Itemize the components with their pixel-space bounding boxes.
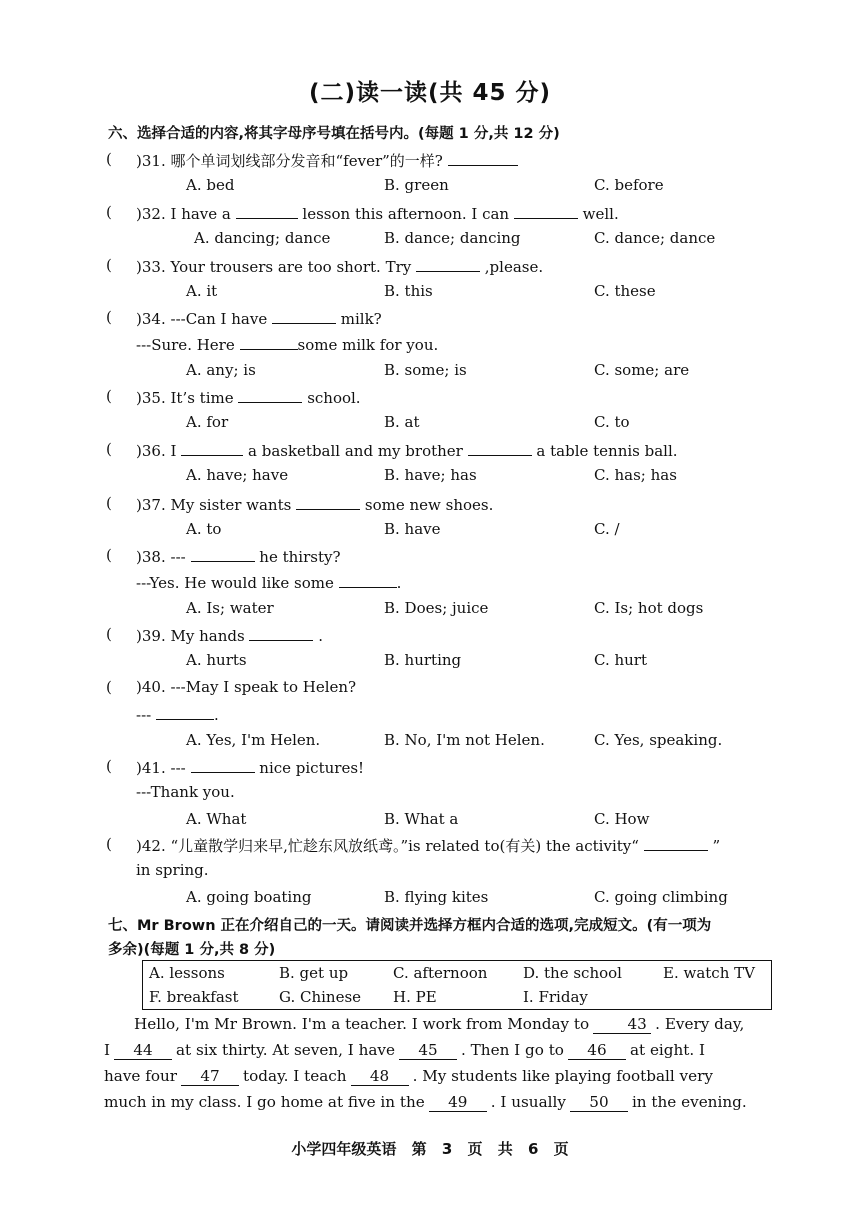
option-a[interactable]: A. to xyxy=(186,520,222,538)
passage-text: I xyxy=(104,1041,110,1059)
section7-heading-line2: 多余)(每题 1 分,共 8 分) xyxy=(108,942,276,958)
passage-text: Hello, I'm Mr Brown. I'm a teacher. I work from Monday to xyxy=(134,1015,590,1033)
answer-bracket[interactable]: ( xyxy=(106,256,112,274)
option-c[interactable]: C. these xyxy=(594,282,656,300)
option-c[interactable]: C. Yes, speaking. xyxy=(594,731,723,749)
passage-line-4 xyxy=(104,1093,788,1112)
option-a[interactable]: A. hurts xyxy=(186,651,247,669)
question-text: --- xyxy=(136,706,152,724)
passage-text: much in my class. I go home at five in the xyxy=(104,1093,425,1111)
question-line-2 xyxy=(136,704,219,724)
option-c[interactable]: C. going climbing xyxy=(594,888,728,906)
question-stem xyxy=(136,678,356,696)
passage-line-3 xyxy=(104,1067,788,1086)
answer-bracket[interactable]: ( xyxy=(106,440,112,458)
question-text: I have a xyxy=(170,205,231,223)
option-c[interactable]: C. to xyxy=(594,413,630,431)
question-number: )41. xyxy=(136,759,166,777)
question-text: ---May I speak to Helen? xyxy=(170,678,357,696)
answer-bracket[interactable]: ( xyxy=(106,308,112,326)
option-c[interactable]: C. has; has xyxy=(594,466,677,484)
option-a[interactable]: A. bed xyxy=(186,176,235,194)
option-b[interactable]: B. No, I'm not Helen. xyxy=(384,731,545,749)
answer-blank[interactable] xyxy=(191,546,255,562)
question-stem xyxy=(136,387,361,407)
option-a[interactable]: A. Yes, I'm Helen. xyxy=(186,731,321,749)
option-a[interactable]: A. for xyxy=(186,413,229,431)
question-text: My sister wants xyxy=(170,496,292,514)
passage-line-1 xyxy=(104,1015,788,1034)
answer-blank[interactable] xyxy=(448,150,518,166)
question-number: )37. xyxy=(136,496,166,514)
option-b[interactable]: B. have; has xyxy=(384,466,477,484)
option-c[interactable]: C. / xyxy=(594,520,620,538)
word-bank-item: E. watch TV xyxy=(663,964,755,982)
word-bank-item: B. get up xyxy=(279,964,349,982)
question-text: It’s time xyxy=(170,389,234,407)
answer-blank[interactable] xyxy=(240,334,298,350)
passage-text: . Every day, xyxy=(655,1015,745,1033)
option-b[interactable]: B. Does; juice xyxy=(384,599,489,617)
question-text: in spring. xyxy=(136,861,209,879)
question-stem xyxy=(136,757,364,777)
option-a[interactable]: A. it xyxy=(186,282,218,300)
question-line-2 xyxy=(136,572,401,592)
word-bank-item: H. PE xyxy=(393,988,437,1006)
question-text: Your trousers are too short. Try xyxy=(170,258,412,276)
question-number: )35. xyxy=(136,389,166,407)
answer-blank[interactable] xyxy=(514,203,578,219)
option-c[interactable]: C. before xyxy=(594,176,664,194)
blank-50[interactable]: 50 xyxy=(570,1093,628,1112)
answer-blank[interactable] xyxy=(236,203,298,219)
option-b[interactable]: B. this xyxy=(384,282,433,300)
answer-blank[interactable] xyxy=(272,308,336,324)
passage-text: in the evening. xyxy=(631,1093,747,1111)
answer-blank[interactable] xyxy=(181,440,243,456)
question-number: )42. xyxy=(136,837,166,855)
question-stem xyxy=(136,494,493,514)
question-text: ---Can I have xyxy=(170,310,268,328)
answer-blank[interactable] xyxy=(644,835,708,851)
question-text: nice pictures! xyxy=(259,759,365,777)
question-stem xyxy=(136,546,341,566)
question-text: ” xyxy=(712,837,721,855)
question-stem xyxy=(136,150,518,171)
passage-text: today. I teach xyxy=(243,1067,347,1085)
question-text: school. xyxy=(307,389,361,407)
question-text: some milk for you. xyxy=(297,336,439,354)
blank-46[interactable]: 46 xyxy=(568,1041,626,1060)
passage-line-2 xyxy=(104,1041,788,1060)
passage-text: have four xyxy=(104,1067,178,1085)
blank-49[interactable]: 49 xyxy=(429,1093,487,1112)
question-text: well. xyxy=(582,205,619,223)
question-stem xyxy=(136,256,543,276)
answer-bracket[interactable]: ( xyxy=(106,835,112,853)
answer-blank[interactable] xyxy=(468,440,532,456)
answer-blank[interactable] xyxy=(191,757,255,773)
blank-47[interactable]: 47 xyxy=(181,1067,239,1086)
question-number: )33. xyxy=(136,258,166,276)
option-a[interactable]: A. Is; water xyxy=(186,599,274,617)
answer-blank[interactable] xyxy=(416,256,480,272)
question-text: . xyxy=(214,706,219,724)
option-c[interactable]: C. How xyxy=(594,810,650,828)
answer-blank[interactable] xyxy=(339,572,397,588)
question-text: . xyxy=(396,574,402,592)
option-a[interactable]: A. What xyxy=(186,810,247,828)
word-bank-item: I. Friday xyxy=(523,988,588,1006)
option-c[interactable]: C. hurt xyxy=(594,651,647,669)
answer-blank[interactable] xyxy=(249,625,313,641)
question-text: --- xyxy=(170,759,186,777)
question-line-2 xyxy=(136,334,438,354)
section6-heading: 六、选择合适的内容,将其字母序号填在括号内。(每题 1 分,共 12 分) xyxy=(108,126,560,142)
answer-bracket[interactable]: ( xyxy=(106,625,112,643)
question-number: )32. xyxy=(136,205,166,223)
question-text: --- xyxy=(170,548,186,566)
option-a[interactable]: A. any; is xyxy=(186,361,256,379)
question-line-2 xyxy=(136,783,235,801)
blank-48[interactable]: 48 xyxy=(351,1067,409,1086)
option-c[interactable]: C. Is; hot dogs xyxy=(594,599,704,617)
option-a[interactable]: A. going boating xyxy=(186,888,312,906)
question-stem xyxy=(136,203,619,223)
question-number: )40. xyxy=(136,678,166,696)
answer-bracket[interactable]: ( xyxy=(106,150,112,168)
answer-bracket[interactable]: ( xyxy=(106,678,112,696)
answer-blank[interactable] xyxy=(296,494,360,510)
question-text: My hands xyxy=(170,627,245,645)
answer-bracket[interactable]: ( xyxy=(106,546,112,564)
option-b[interactable]: B. What a xyxy=(384,810,459,828)
question-number: )31. xyxy=(136,152,166,170)
answer-bracket[interactable]: ( xyxy=(106,387,112,405)
question-stem xyxy=(136,308,382,328)
answer-bracket[interactable]: ( xyxy=(106,757,112,775)
word-bank-item: D. the school xyxy=(523,964,622,982)
option-a[interactable]: A. have; have xyxy=(186,466,289,484)
option-b[interactable]: B. flying kites xyxy=(384,888,489,906)
question-text: ---Sure. Here xyxy=(136,336,235,354)
word-bank-box xyxy=(142,960,772,1010)
question-text: 哪个单词划线部分发音和“fever”的一样? xyxy=(170,152,443,170)
question-text: milk? xyxy=(340,310,382,328)
passage-text: . My students like playing football very xyxy=(412,1067,713,1085)
question-text: . xyxy=(318,627,324,645)
question-text: lesson this afternoon. I can xyxy=(302,205,510,223)
passage-text: . I usually xyxy=(490,1093,566,1111)
answer-blank[interactable] xyxy=(156,704,214,720)
question-text: “儿童散学归来早,忙趁东风放纸鸢。”is related to(有关) the activity“ xyxy=(170,837,639,855)
option-b[interactable]: B. green xyxy=(384,176,449,194)
word-bank-item: A. lessons xyxy=(149,964,225,982)
option-b[interactable]: B. at xyxy=(384,413,420,431)
blank-45[interactable]: 45 xyxy=(399,1041,457,1060)
answer-bracket[interactable]: ( xyxy=(106,203,112,221)
question-text: ---Yes. He would like some xyxy=(136,574,334,592)
question-number: )38. xyxy=(136,548,166,566)
question-text: some new shoes. xyxy=(364,496,494,514)
passage-text: at eight. I xyxy=(629,1041,706,1059)
question-stem xyxy=(136,835,720,856)
blank-44[interactable]: 44 xyxy=(114,1041,172,1060)
question-text: I xyxy=(170,442,177,460)
page-footer: 小学四年级英语 第 3 页 共 6 页 xyxy=(291,1140,569,1158)
question-number: )36. xyxy=(136,442,166,460)
word-bank-item: G. Chinese xyxy=(279,988,362,1006)
option-b[interactable]: B. have xyxy=(384,520,441,538)
word-bank-item: C. afternoon xyxy=(393,964,488,982)
option-b[interactable]: B. dance; dancing xyxy=(384,229,521,247)
answer-bracket[interactable]: ( xyxy=(106,494,112,512)
option-a[interactable]: A. dancing; dance xyxy=(194,229,331,247)
passage-text: at six thirty. At seven, I have xyxy=(176,1041,396,1059)
section7-heading-line1: 七、Mr Brown 正在介绍自己的一天。请阅读并选择方框内合适的选项,完成短文。(有一项为 xyxy=(108,918,712,934)
section-title: (二)读一读(共 45 分) xyxy=(308,80,552,106)
question-line-2 xyxy=(136,861,209,879)
answer-blank[interactable] xyxy=(238,387,302,403)
question-stem xyxy=(136,440,678,460)
option-c[interactable]: C. some; are xyxy=(594,361,690,379)
question-text: ,please. xyxy=(484,258,544,276)
option-b[interactable]: B. hurting xyxy=(384,651,462,669)
option-c[interactable]: C. dance; dance xyxy=(594,229,716,247)
question-number: )39. xyxy=(136,627,166,645)
blank-43[interactable]: 43 xyxy=(593,1015,651,1034)
question-text: a table tennis ball. xyxy=(536,442,678,460)
question-stem xyxy=(136,625,323,645)
question-text: he thirsty? xyxy=(259,548,341,566)
word-bank-item: F. breakfast xyxy=(149,988,239,1006)
question-text: a basketball and my brother xyxy=(248,442,463,460)
passage-text: . Then I go to xyxy=(461,1041,564,1059)
question-number: )34. xyxy=(136,310,166,328)
question-text: ---Thank you. xyxy=(136,783,235,801)
option-b[interactable]: B. some; is xyxy=(384,361,467,379)
